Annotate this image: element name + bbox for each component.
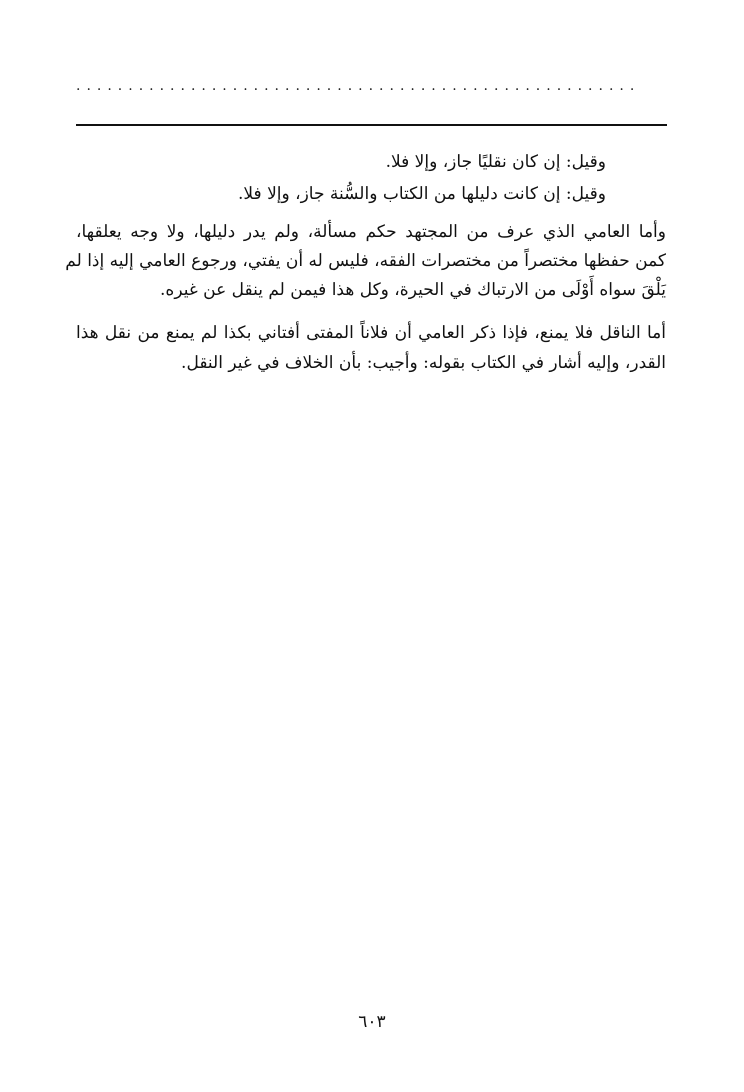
header-dots: ...................................................... <box>76 78 641 94</box>
text-line: وقيل: إن كان نقليًا جاز، وإلا فلا. <box>385 152 606 172</box>
paragraph-2 <box>76 180 606 209</box>
paragraph-4 <box>76 318 666 378</box>
page-number: ٦٠٣ <box>358 1012 386 1032</box>
paragraph-3 <box>65 218 666 305</box>
text-line: يَلْقَ سواه أَوْلَى من الارتباك في الحيرة، وكل هذا فيمن لم ينقل عن غيره. <box>160 280 666 300</box>
text-line: أما الناقل فلا يمنع، فإذا ذكر العامي أن فلاناً المفتى أفتاني بكذا لم يمنع من نقل هذا <box>76 323 666 343</box>
header-rule <box>76 124 667 126</box>
text-line: القدر، وإليه أشار في الكتاب بقوله: وأجيب: بأن الخلاف في غير النقل. <box>181 353 666 373</box>
text-line: وأما العامي الذي عرف من المجتهد حكم مسألة، ولم يدر دليلها، ولا وجه يعلقها، <box>76 222 666 242</box>
text-line: كمن حفظها مختصراً من مختصرات الفقه، فليس له أن يفتي، ورجوع العامي إليه إذا لم <box>65 251 666 271</box>
paragraph-1 <box>76 148 606 177</box>
text-line: وقيل: إن كانت دليلها من الكتاب والسُّنة جاز، وإلا فلا. <box>238 184 606 204</box>
